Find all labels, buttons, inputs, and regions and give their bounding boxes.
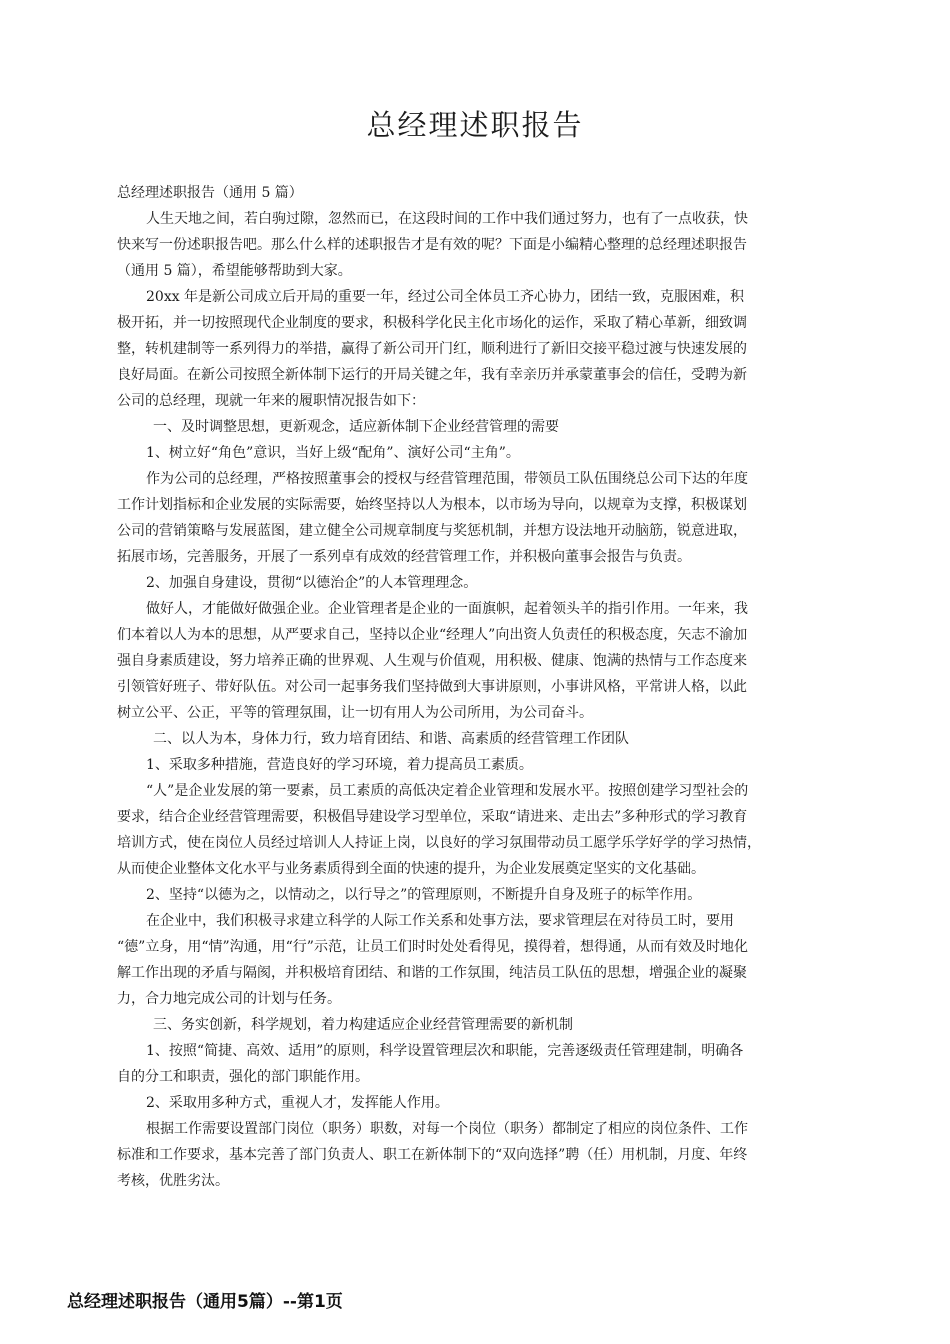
- subsection-heading: 2、坚持“以德为之，以情动之，以行导之”的管理原则，不断提升自身及班子的标竿作用。: [146, 887, 702, 903]
- paragraph-line: 根据工作需要设置部门岗位（职务）职数，对每一个岗位（职务）都制定了相应的岗位条件、工作: [146, 1121, 748, 1137]
- paragraph-line: 要求，结合企业经营管理需要，积极倡导建设学习型单位，采取“请进来、走出去”多种形式的学习教育: [117, 809, 748, 825]
- paragraph-line: 公司的总经理，现就一年来的履职情况报告如下：: [117, 393, 425, 409]
- paragraph-line: 工作计划指标和企业发展的实际需要，始终坚持以人为根本，以市场为导向，以规章为支撑，积极谋划: [117, 497, 747, 513]
- document-title: 总经理述职报告: [366, 108, 584, 142]
- paragraph-line: 20xx 年是新公司成立后开局的重要一年，经过公司全体员工齐心协力，团结一致，克服困难，积: [146, 289, 745, 305]
- paragraph-line: 培训方式，使在岗位人员经过培训人人持证上岗，以良好的学习氛围带动员工愿学乐学好学的学习热情，: [117, 835, 761, 851]
- paragraph-line: 解工作出现的矛盾与隔阂，并积极培育团结、和谐的工作氛围，纯洁员工队伍的思想，增强企业的凝聚: [117, 965, 747, 981]
- paragraph-line: 在企业中，我们积极寻求建立科学的人际工作关系和处事方法，要求管理层在对待员工时，要用: [146, 913, 734, 929]
- paragraph-line: 们本着以人为本的思想，从严要求自己，坚持以企业“经理人”向出资人负责任的积极态度，矢志不渝加: [117, 627, 748, 643]
- paragraph-line: 做好人，才能做好做强企业。企业管理者是企业的一面旗帜，起着领头羊的指引作用。一年来，我: [146, 601, 748, 617]
- paragraph-line: 力，合力地完成公司的计划与任务。: [117, 991, 341, 1007]
- document-body: [117, 180, 877, 1194]
- paragraph-line: 公司的营销策略与发展蓝图，建立健全公司规章制度与奖惩机制，并想方设法地开动脑筋，锐意进取，: [117, 523, 747, 539]
- section-heading: 一、及时调整思想，更新观念，适应新体制下企业经营管理的需要: [153, 419, 559, 435]
- subsection-heading: 2、采取用多种方式，重视人才，发挥能人作用。: [146, 1095, 449, 1111]
- paragraph-line: 引领管好班子、带好队伍。对公司一起事务我们坚持做到大事讲原则，小事讲风格，平常讲人格，以此: [117, 679, 747, 695]
- paragraph-line: 快来写一份述职报告吧。那么什么样的述职报告才是有效的呢？下面是小编精心整理的总经理述职报告: [117, 237, 747, 253]
- subsection-heading: 2、加强自身建设，贯彻“以德治企”的人本管理理念。: [146, 575, 478, 591]
- paragraph-line: “德”立身，用“情”沟通，用“行”示范，让员工们时时处处看得见，摸得着，想得通，从而有效及时地化: [117, 939, 748, 955]
- paragraph-line: 人生天地之间，若白驹过隙，忽然而已，在这段时间的工作中我们通过努力，也有了一点收获，快: [146, 211, 748, 227]
- paragraph-line: 标准和工作要求，基本完善了部门负责人、职工在新体制下的“双向选择”聘（任）用机制，月度、年终: [117, 1147, 748, 1163]
- paragraph-line: 整，转机建制等一系列得力的举措，赢得了新公司开门红，顺利进行了新旧交接平稳过渡与快速发展的: [117, 341, 747, 357]
- paragraph-line: 从而使企业整体文化水平与业务素质得到全面的快速的提升，为企业发展奠定坚实的文化基础。: [117, 861, 705, 877]
- subtitle-line: 总经理述职报告（通用 5 篇）: [117, 185, 303, 201]
- paragraph-line: 考核，优胜劣汰。: [117, 1173, 229, 1189]
- subsection-heading: 1、树立好“角色”意识，当好上级“配角”、演好公司“主角”。: [146, 445, 520, 461]
- section-heading: 二、以人为本，身体力行，致力培育团结、和谐、高素质的经营管理工作团队: [153, 731, 629, 747]
- page-footer: 总经理述职报告（通用5篇）--第1页: [67, 1292, 343, 1312]
- paragraph-line: （通用 5 篇），希望能够帮助到大家。: [117, 263, 352, 279]
- paragraph-line: 自的分工和职责，强化的部门职能作用。: [117, 1069, 369, 1085]
- subsection-heading: 1、按照“简捷、高效、适用”的原则，科学设置管理层次和职能，完善逐级责任管理建制，明确各: [146, 1043, 744, 1059]
- paragraph-line: 树立公平、公正，平等的管理氛围，让一切有用人为公司所用，为公司奋斗。: [117, 705, 593, 721]
- subsection-heading: 1、采取多种措施，营造良好的学习环境，着力提高员工素质。: [146, 757, 533, 773]
- paragraph-line: “人”是企业发展的第一要素，员工素质的高低决定着企业管理和发展水平。按照创建学习型社会的: [146, 783, 749, 799]
- paragraph-line: 良好局面。在新公司按照全新体制下运行的开局关键之年，我有幸亲历并承蒙董事会的信任，受聘为新: [117, 367, 747, 383]
- section-heading: 三、务实创新，科学规划，着力构建适应企业经营管理需要的新机制: [153, 1017, 573, 1033]
- paragraph-line: 极开拓，并一切按照现代企业制度的要求，积极科学化民主化市场化的运作，采取了精心革新，细致调: [117, 315, 747, 331]
- paragraph-line: 强自身素质建设，努力培养正确的世界观、人生观与价值观，用积极、健康、饱满的热情与工作态度来: [117, 653, 747, 669]
- paragraph-line: 作为公司的总经理，严格按照董事会的授权与经营管理范围，带领员工队伍围绕总公司下达的年度: [146, 471, 748, 487]
- paragraph-line: 拓展市场，完善服务，开展了一系列卓有成效的经营管理工作，并积极向董事会报告与负责。: [117, 549, 691, 565]
